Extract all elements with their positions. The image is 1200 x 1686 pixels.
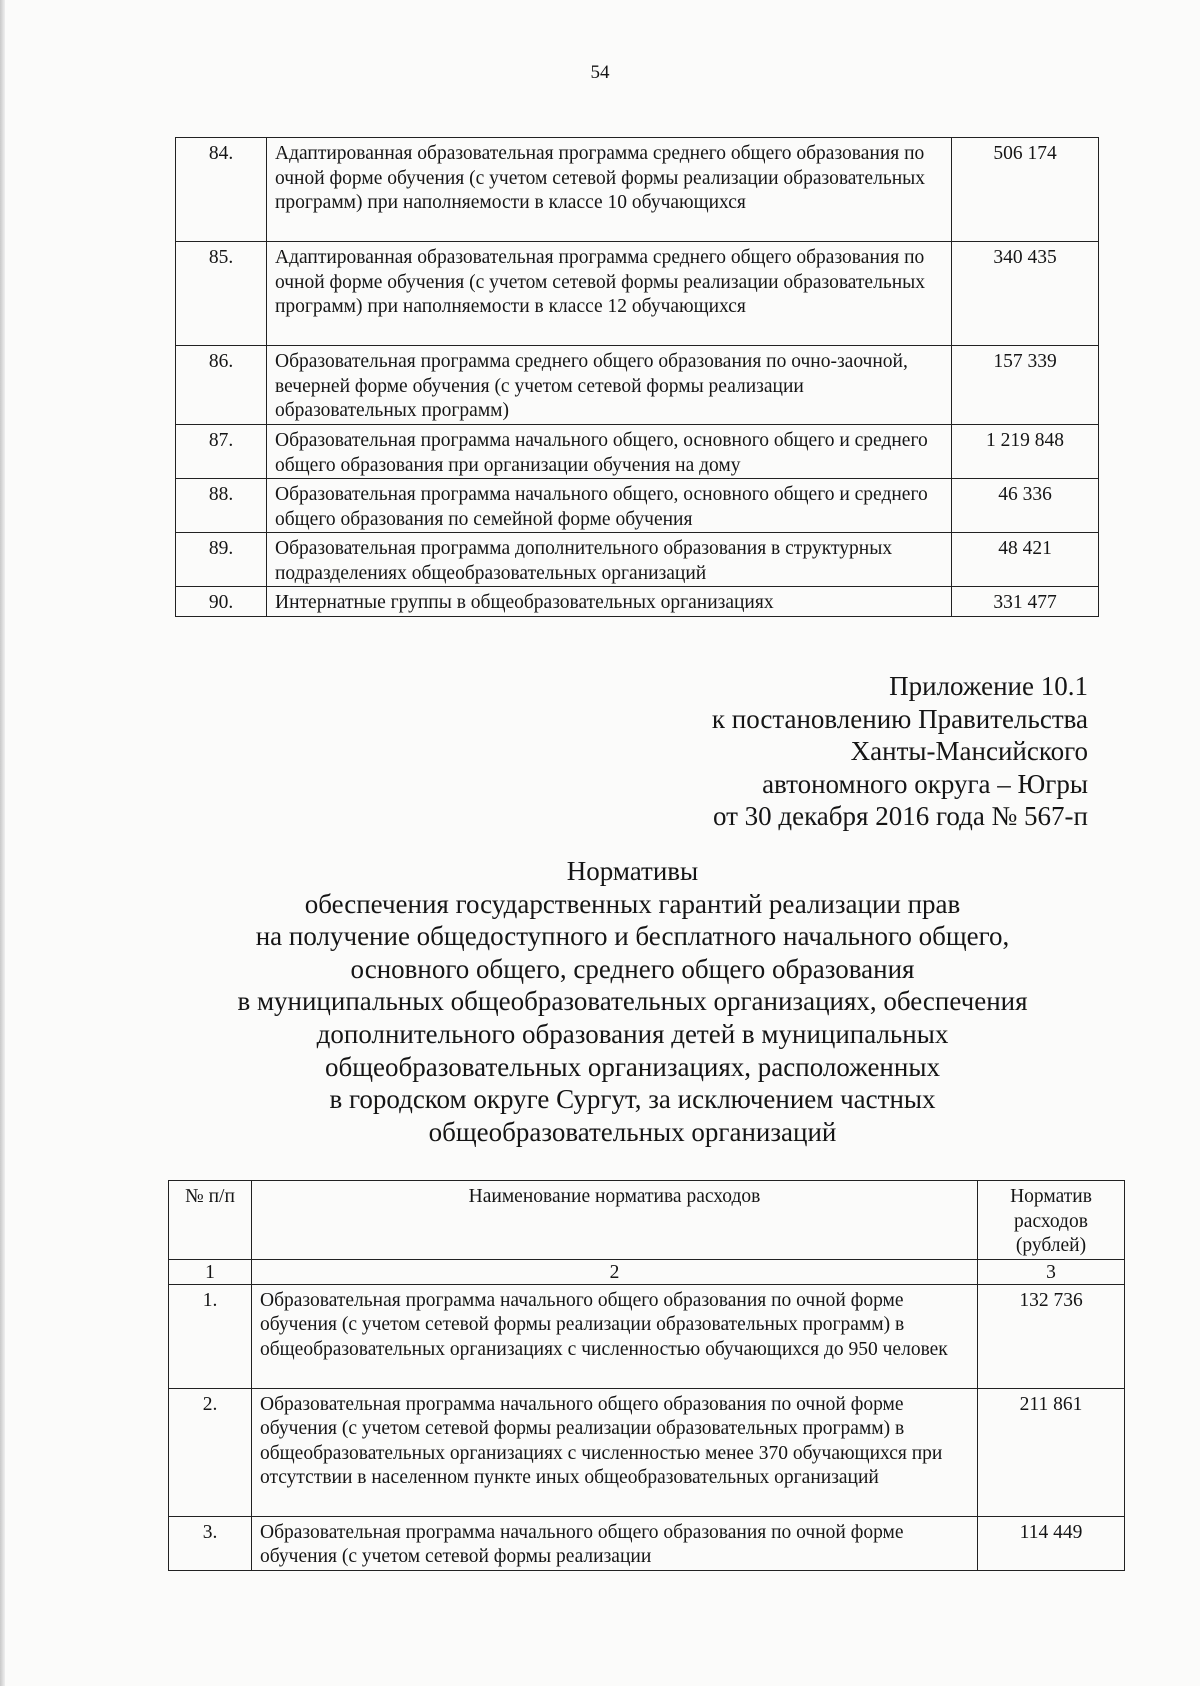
column-number: 3	[978, 1259, 1125, 1284]
row-number: 84.	[176, 138, 267, 242]
scan-edge	[0, 0, 5, 1686]
appendix-line: к постановлению Правительства	[711, 703, 1088, 734]
row-name: Образовательная программа среднего общего образования по очно-заочной, вечерней форме обучения (с учетом сетевой формы реализации образовательных программ)	[267, 346, 952, 425]
table-row	[169, 1284, 1125, 1388]
title-heading: Нормативы	[566, 856, 699, 886]
appendix-line: Ханты-Мансийского	[850, 736, 1088, 766]
row-number: 3.	[169, 1516, 252, 1570]
row-name: Интернатные группы в общеобразовательных организациях	[267, 587, 952, 617]
header-number: № п/п	[169, 1181, 252, 1260]
table-row	[176, 242, 1099, 346]
row-name: Образовательная программа начального общего образования по очной форме обучения (с учетом сетевой формы реализации образовательных программ) в общеобразовательных организациях с численностью менее 370 обучающихся при отсутствии в населенном пункте иных общеобразовательных организаций	[252, 1388, 978, 1516]
title-line: основного общего, среднего общего образования	[350, 953, 915, 984]
table-row	[176, 587, 1099, 617]
row-value: 132 736	[978, 1284, 1125, 1388]
row-value: 211 861	[978, 1388, 1125, 1516]
title-line: дополнительного образования детей в муниципальных	[316, 1018, 949, 1049]
column-number: 1	[169, 1259, 252, 1284]
header-name: Наименование норматива расходов	[252, 1181, 978, 1260]
row-value: 1 219 848	[952, 425, 1099, 479]
row-number: 88.	[176, 479, 267, 533]
row-number: 87.	[176, 425, 267, 479]
row-number: 2.	[169, 1388, 252, 1516]
table-row	[169, 1388, 1125, 1516]
row-name: Адаптированная образовательная программа среднего общего образования по очной форме обучения (с учетом сетевой формы реализации образовательных программ) при наполняемости в классе 12 обучающихся	[267, 242, 952, 346]
row-name: Образовательная программа начального общего образования по очной форме обучения (с учетом сетевой формы реализации	[252, 1516, 978, 1570]
table-row	[176, 138, 1099, 242]
row-number: 1.	[169, 1284, 252, 1388]
title-line: общеобразовательных организаций	[428, 1116, 837, 1147]
row-value: 46 336	[952, 479, 1099, 533]
row-name: Образовательная программа начального общего, основного общего и среднего общего образования по семейной форме обучения	[267, 479, 952, 533]
row-value: 331 477	[952, 587, 1099, 617]
column-numbers-row	[169, 1259, 1125, 1284]
table-row	[176, 425, 1099, 479]
appendix-line: Приложение 10.1	[889, 671, 1088, 701]
row-number: 90.	[176, 587, 267, 617]
appendix-line: от 30 декабря 2016 года № 567-п	[712, 801, 1088, 831]
row-number: 86.	[176, 346, 267, 425]
row-name: Образовательная программа начального общего образования по очной форме обучения (с учетом сетевой формы реализации образовательных программ) в общеобразовательных организациях с численностью обучающихся до 950 человек	[252, 1284, 978, 1388]
row-value: 340 435	[952, 242, 1099, 346]
appendix-reference	[712, 670, 1088, 833]
row-name: Образовательная программа дополнительного образования в структурных подразделениях общеобразовательных организаций	[267, 533, 952, 587]
header-value: Норматив расходов (рублей)	[978, 1181, 1125, 1260]
row-number: 85.	[176, 242, 267, 346]
appendix-line: автономного округа – Югры	[762, 768, 1088, 799]
title-line: в городском округе Сургут, за исключением частных	[329, 1084, 936, 1115]
table-header-row	[169, 1181, 1125, 1260]
row-value: 157 339	[952, 346, 1099, 425]
title-line: обеспечения государственных гарантий реализации прав	[304, 888, 961, 919]
table-row	[176, 479, 1099, 533]
row-name: Образовательная программа начального общего, основного общего и среднего общего образования при организации обучения на дому	[267, 425, 952, 479]
row-value: 114 449	[978, 1516, 1125, 1570]
table-row	[169, 1516, 1125, 1570]
table-row	[176, 533, 1099, 587]
row-value: 506 174	[952, 138, 1099, 242]
page-number: 54	[590, 62, 610, 83]
norms-table	[168, 1180, 1125, 1571]
norms-table-continued	[175, 137, 1099, 617]
row-name: Адаптированная образовательная программа среднего общего образования по очной форме обучения (с учетом сетевой формы реализации образовательных программ) при наполняемости в классе 10 обучающихся	[267, 138, 952, 242]
document-title	[0, 855, 1200, 1148]
title-line: в муниципальных общеобразовательных организациях, обеспечения	[237, 986, 1028, 1017]
row-number: 89.	[176, 533, 267, 587]
row-value: 48 421	[952, 533, 1099, 587]
title-line: общеобразовательных организациях, расположенных	[325, 1051, 940, 1082]
title-line: на получение общедоступного и бесплатного начального общего,	[255, 921, 1010, 952]
table-row	[176, 346, 1099, 425]
column-number: 2	[252, 1259, 978, 1284]
